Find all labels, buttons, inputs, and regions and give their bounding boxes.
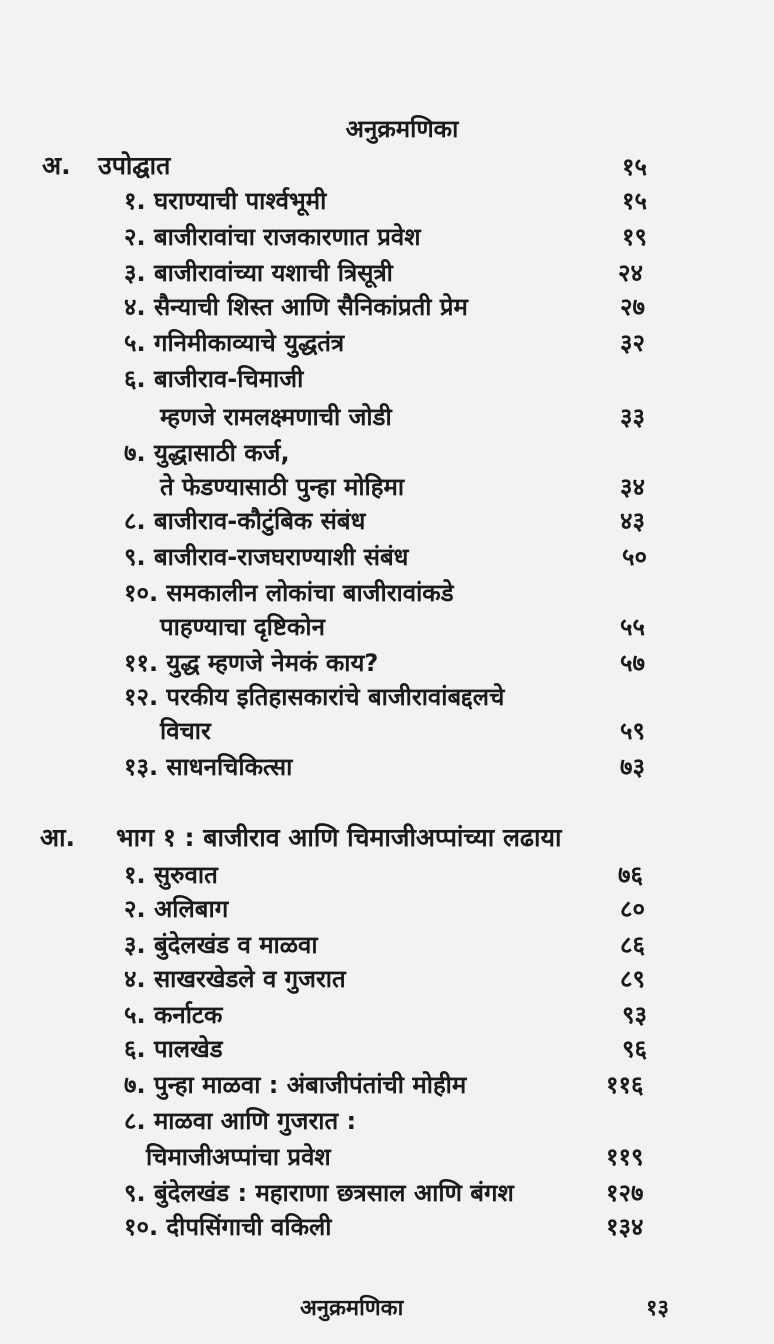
page-title: अनुक्रमणिका <box>345 115 459 143</box>
section-title: उपोद्घात <box>98 151 171 180</box>
section-letter: आ. <box>40 823 76 852</box>
toc-page: अनुक्रमणिका अ. उपोद्घात १५ १. घराण्याची पार्श्वभूमी १५ २. बाजीरावांचा राजकारणात प्रवेश १९ ३. बाजीरावांच्या यशाची त्रिसूत्री २४ ४. सैन्याची शिस्त आणि सैनिकांप्रती प्रेम २७ ५. गनिमीकाव्याचे युद्धतंत्र ३२ ६. बाजीराव-चिमाजी म्हणजे रामलक्ष्मणाची जोडी ३३ ७. युद्धासाठी कर्ज, ते फेडण्यासाठी पुन्हा मोहिमा ३४ ८. बाजीराव-कौटुंबिक संबंध ४३ ९. बाजीराव-राजघराण्याशी संबंध ५० १०. समकालीन लोकांचा बाजीरावांकडे पाहण्याचा दृष्टिकोन ५५ ११. युद्ध म्हणजे नेमकं काय? ५७ १२. परकीय इतिहासकारांचे बाजीरावांबद्दलचे विचार ५९ १३. साधनचिकित्सा ७३ आ. भाग १ : बाजीराव आणि चिमाजीअप्पांच्या लढाया १. सुरुवात ७६ २. अलिबाग ८० ३. बुंदेलखंड व माळवा ८६ ४. साखरखेडले व गुजरात ८९ ५. कर्नाटक ९३ ६. पालखेड ९६ ७. पुन्हा माळवा : अंबाजीपंतांची मोहीम ११६ ८. माळवा आणि गुजरात : चिमाजीअप्पांचा प्रवेश ११९ ९. बुंदेलखंड : महाराणा छत्रसाल आणि बंगश १२७ १०. दीपसिंगाची वकिली १३४ अनुक्रमणिका १३ <box>0 0 774 1344</box>
footer-title: अनुक्रमणिका <box>300 1296 404 1321</box>
page-number: १३ <box>646 1296 669 1321</box>
section-letter: अ. <box>42 151 71 180</box>
section-title: भाग १ : बाजीराव आणि चिमाजीअप्पांच्या लढाया <box>116 823 562 852</box>
